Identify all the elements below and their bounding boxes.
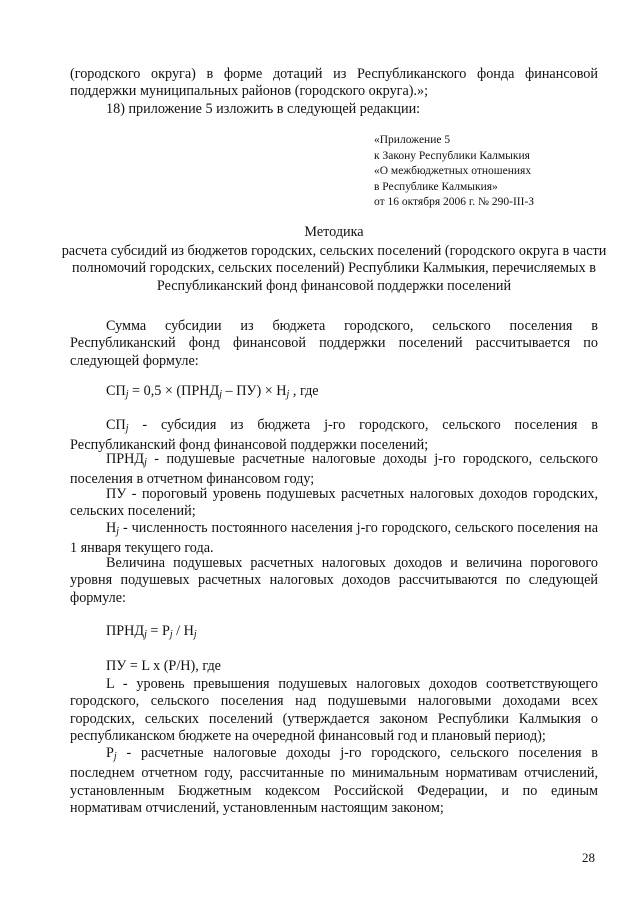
item-18-paragraph: 18) приложение 5 изложить в следующей редакции: [106,101,421,117]
formula-subsidy: $СП_j = 0,5$ × $(ПРНД_j - ПУ) \times Н_j$ , где [106,383,319,400]
page-number: 28 [582,850,595,865]
intro-formula-paragraph: Сумма субсидии из бюджета городского, сельского поселения в Республиканский фонд финансовой поддержки поселений рассчитывается по следующей формуле: [70,318,598,369]
definition-pu: ПУ - пороговый уровень подушевых расчетных налоговых доходов городских, сельских поселений; [70,486,598,520]
definition-prnd: $ПРНД_j$ - подушевые расчетные налоговые доходы j-го городского, сельского поселения в отчетном финансовом году; [70,451,598,488]
definition-p: $Р_j$ - расчетные налоговые доходы j-го городского, сельского поселения в последнем отчетном году, рассчитанные по минимальным нормативам отчислений, установленным Бюджетным кодексом Российской Федерации, и по единым нормативам отчислений, установленным настоящим законом; [70,745,598,817]
formula-pu: ПУ = L х (Р/Н), где [106,658,221,674]
appendix-line-5: от 16 октября 2006 г. № 290-III-З [374,196,535,209]
definition-n: $Н_j$ - численность постоянного населения j-го городского, сельского поселения на 1 января текущего года. [70,520,598,557]
appendix-line-1: «Приложение 5 [374,134,451,146]
appendix-header [374,133,604,211]
definition-sp: $СП_j$ - субсидия из бюджета j-го городского, сельского поселения в Республиканский фонд финансовой поддержки поселений; [70,417,598,454]
appendix-line-3: «О межбюджетных отношениях [374,165,532,178]
appendix-line-2: к Закону Республики Калмыкия [374,149,530,162]
document-title: Методика [304,224,364,240]
definition-l: L - уровень превышения подушевых налоговых доходов соответствующего городского, сельского поселения над подушевыми налоговыми доходами всех городских, сельских поселений (утверждается законом Республики Калмыкия о республиканском бюджете на очередной финансовый год и плановый период); [70,676,598,745]
values-paragraph: Величина подушевых расчетных налоговых доходов и величина порогового уровня подушевых расчетных налоговых доходов рассчитываются по следующей формуле: [70,555,598,606]
document-subtitle: расчета субсидий из бюджетов городских, сельских поселений (городского округа в части полномочий городских, сельских поселений) Республики Калмыкия, перечисляемых в Республиканский фонд финансовой поддержки поселений [61,243,607,294]
intro-paragraph: (городского округа) в форме дотаций из Республиканского фонда финансовой поддержки муниципальных районов (городского округа).»; [70,66,598,100]
appendix-line-4: в Республике Калмыкия» [374,180,498,193]
formula-prnd: $ПРНД_j = Р_j / Н_j$ [106,623,197,640]
